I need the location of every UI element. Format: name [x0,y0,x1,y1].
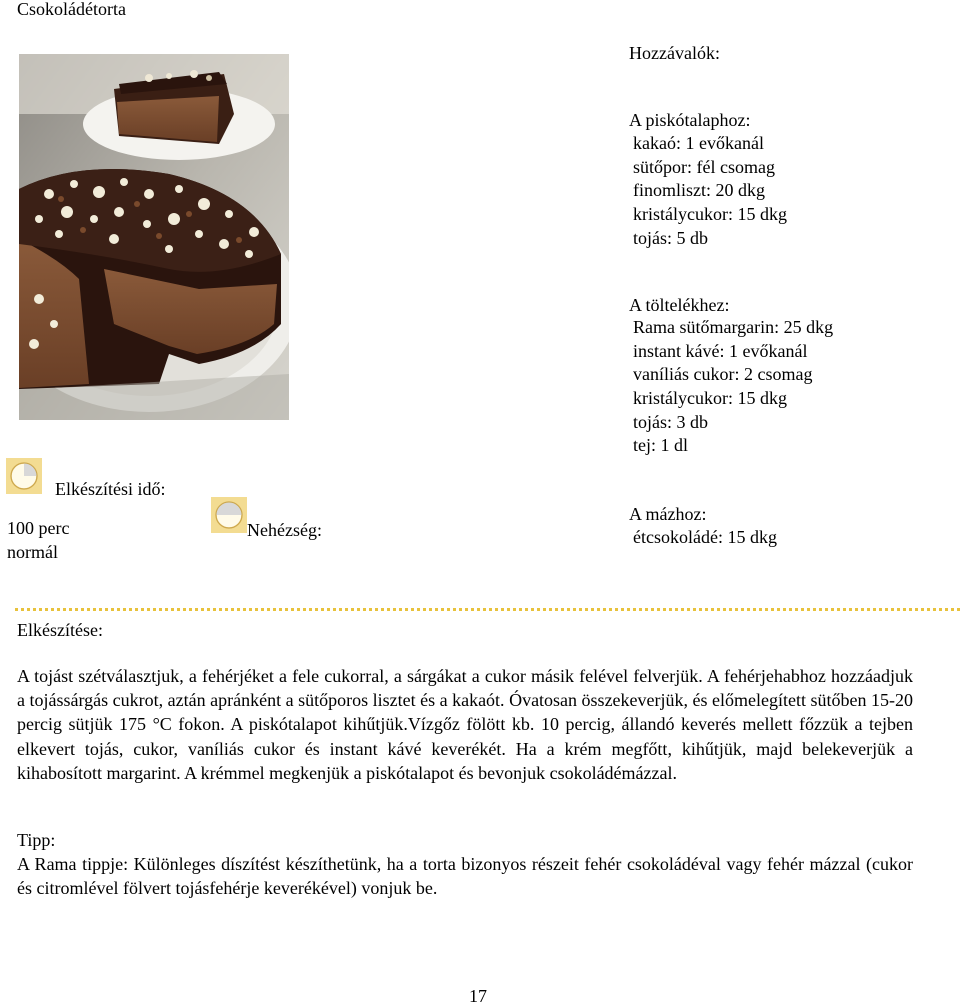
ingredient-item: étcsokoládé: 15 dkg [633,527,777,547]
ingredient-list [633,316,833,458]
ingredient-list [633,132,787,250]
tip-text: A Rama tippje: Különleges díszítést készíthetünk, ha a torta bizonyos részeit fehér csokoládéval vagy fehér mázzal (cukor és citromlével fölvert tojásfehérje keverékével) vonjuk be. [17,854,913,899]
time-value: 100 perc [7,518,70,538]
cake-photo-illustration [19,54,289,420]
page-number: 17 [469,986,487,1006]
ingredient-item: Rama sütőmargarin: 25 dkg [633,317,834,337]
ingredient-item: vaníliás cukor: 2 csomag [633,364,813,385]
ingredient-item: finomliszt: 20 dkg [633,180,765,201]
method-text: A tojást szétválasztjuk, a fehérjéket a fele cukorral, a sárgákat a cukor másik felével felverjük. A fehérjehabhoz hozzáadjuk a tojássárgás cukrot, aztán apránként a sütőporos lisztet és a kakaót. Óvatosan összekeverjük, és előmelegített sütőben 15-20 percig sütjük 175 °C fokon. A piskótalapot kihűtjük.Vízgőz fölött kb. 10 percig, állandó keverés mellett főzzük a tejben elkevert tojás, cukor, vaníliás cukor és instant kávé keverékét. Ha a krém megfőtt, kihűtjük, majd belekeverjük a kihabosított margarint. A krémmel megkenjük a piskótalapot és bevonjuk csokoládémázzal. [17,666,913,783]
ingredient-item: instant kávé: 1 evőkanál [633,340,808,361]
ingredient-item: tej: 1 dl [633,435,688,456]
clock-icon [6,458,42,494]
ingredient-item: kakaó: 1 evőkanál [633,133,764,153]
ingredient-group-title: A piskótalaphoz: [629,110,751,130]
method-heading: Elkészítése: [17,620,103,640]
ingredient-item: kristálycukor: 15 dkg [633,388,787,409]
ingredients-heading: Hozzávalók: [629,43,720,63]
difficulty-icon [211,497,247,533]
ingredient-group-title: A mázhoz: [629,504,707,524]
time-label: Elkészítési idő: [55,479,166,499]
recipe-title: Csokoládétorta [17,0,126,19]
difficulty-label: Nehézség: [247,520,322,540]
ingredient-item: kristálycukor: 15 dkg [633,204,787,225]
recipe-photo [19,54,289,420]
ingredient-group-title: A töltelékhez: [629,295,730,315]
section-divider [15,608,960,611]
difficulty-value: normál [7,542,58,562]
ingredient-item: sütőpor: fél csomag [633,156,775,177]
ingredient-item: tojás: 5 db [633,227,708,248]
ingredient-list [633,526,777,550]
tip-heading: Tipp: [17,830,56,850]
ingredient-item: tojás: 3 db [633,411,708,432]
